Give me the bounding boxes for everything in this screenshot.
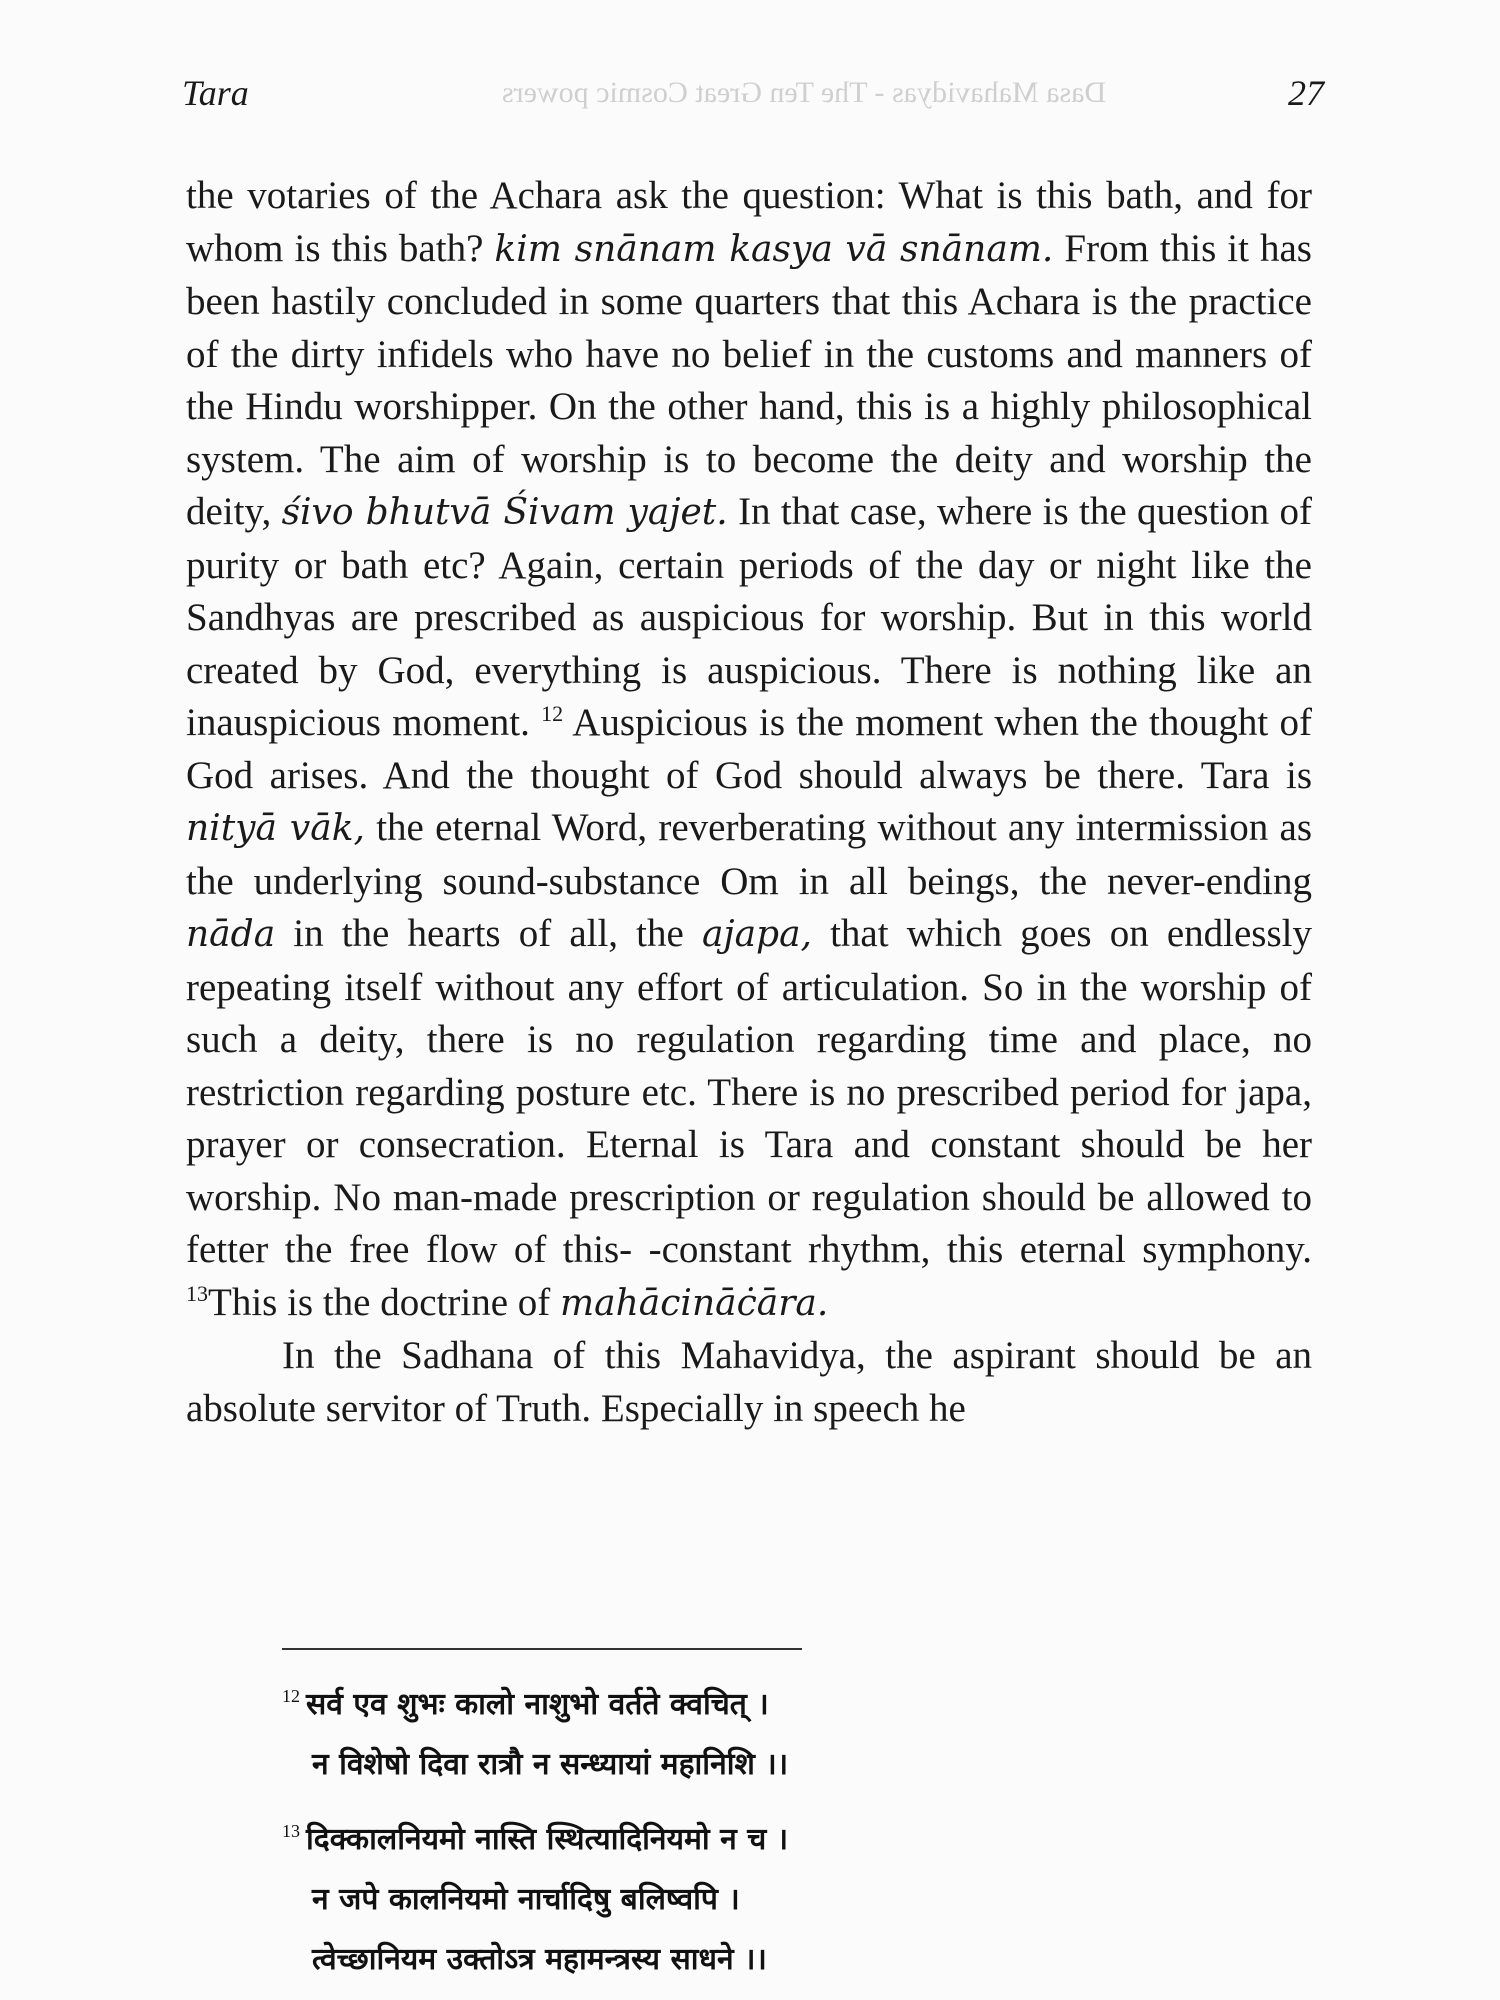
running-header bbox=[182, 72, 1324, 122]
sanskrit-term: nityā vāk, bbox=[186, 808, 365, 849]
footnote-12 bbox=[282, 1666, 1182, 1795]
paragraph-1: the votaries of the Achara ask the question: What is this bath, and for whom is this bath? kim snānam kasya vā snānam. From this it has been hastily concluded in some quarters that this Achara is the practice of the dirty infidels who have no belief in the customs and manners of the Hindu worshipper. On the other hand, this is a highly philosophical system. The aim of worship is to become the deity and worship the deity, śivo bhutvā Śivam yajet. In that case, where is the question of purity or bath etc? Again, certain periods of the day or night like the Sandhyas are prescribed as auspicious for worship. But in this world created by God, everything is auspicious. There is nothing like an inauspicious moment. $^{12}$ Auspicious is the moment when the thought of God arises. And the thought of God should always be there. Tara is nityā vāk, the eternal Word, reverberating without any intermission as the underlying sound-substance Om in all beings, the never-ending nāda in the hearts of all, the ajapa, that which goes on endlessly repeating itself without any effort of articulation. So in the worship of such a deity, there is no regulation regarding time and place, no restriction regarding posture etc. There is no prescribed period for japa, prayer or consecration. Eternal is Tara and constant should be her worship. No man-made prescription or regulation should be allowed to fetter the free flow of this- -constant rhythm, this eternal symphony. $^{13}$This is the doctrine of mahācināċāra. bbox=[186, 174, 1313, 1324]
sanskrit-term: nāda bbox=[186, 914, 276, 955]
footnote-line: त्वेच्छानियम उक्तोऽत्र महामन्त्रस्य साधने ।। bbox=[312, 1942, 767, 1977]
footnote-ref-12: 12 bbox=[541, 701, 564, 726]
sanskrit-term: mahācināċāra. bbox=[560, 1282, 829, 1324]
footnotes bbox=[282, 1666, 1182, 1996]
footnote-13 bbox=[282, 1801, 1182, 1990]
footnote-separator bbox=[282, 1648, 802, 1650]
footnote-line: $^{12}$ सर्व एव शुभः कालो नाशुभो वर्तते क्वचित् । bbox=[282, 1686, 769, 1722]
page-number: 27 bbox=[1288, 73, 1324, 113]
footnote-line: न जपे कालनियमो नार्चादिषु बलिष्वपि । bbox=[312, 1882, 740, 1917]
footnote-line: $^{13}$ दिक्कालनियमो नास्ति स्थित्यादिनियमो न च । bbox=[282, 1821, 789, 1857]
sanskrit-term: kim snānam kasya vā snānam. bbox=[494, 228, 1054, 270]
paragraph-2: In the Sadhana of this Mahavidya, the aspirant should be an absolute servitor of Truth. Especially in speech he bbox=[186, 1334, 1312, 1430]
main-text bbox=[186, 170, 1312, 1435]
chapter-title: Tara bbox=[182, 73, 249, 113]
sanskrit-term: ajapa, bbox=[701, 914, 812, 955]
footnote-line: न विशेषो दिवा रात्रौ न सन्ध्यायां महानिशि ।। bbox=[312, 1747, 789, 1782]
book-title: Dasa Mahavidyas - The Ten Great Cosmic powers bbox=[502, 76, 1107, 109]
footnote-ref-13: 13 bbox=[186, 1280, 208, 1306]
sanskrit-term: śivo bhutvā Śivam yajet. bbox=[281, 492, 728, 533]
